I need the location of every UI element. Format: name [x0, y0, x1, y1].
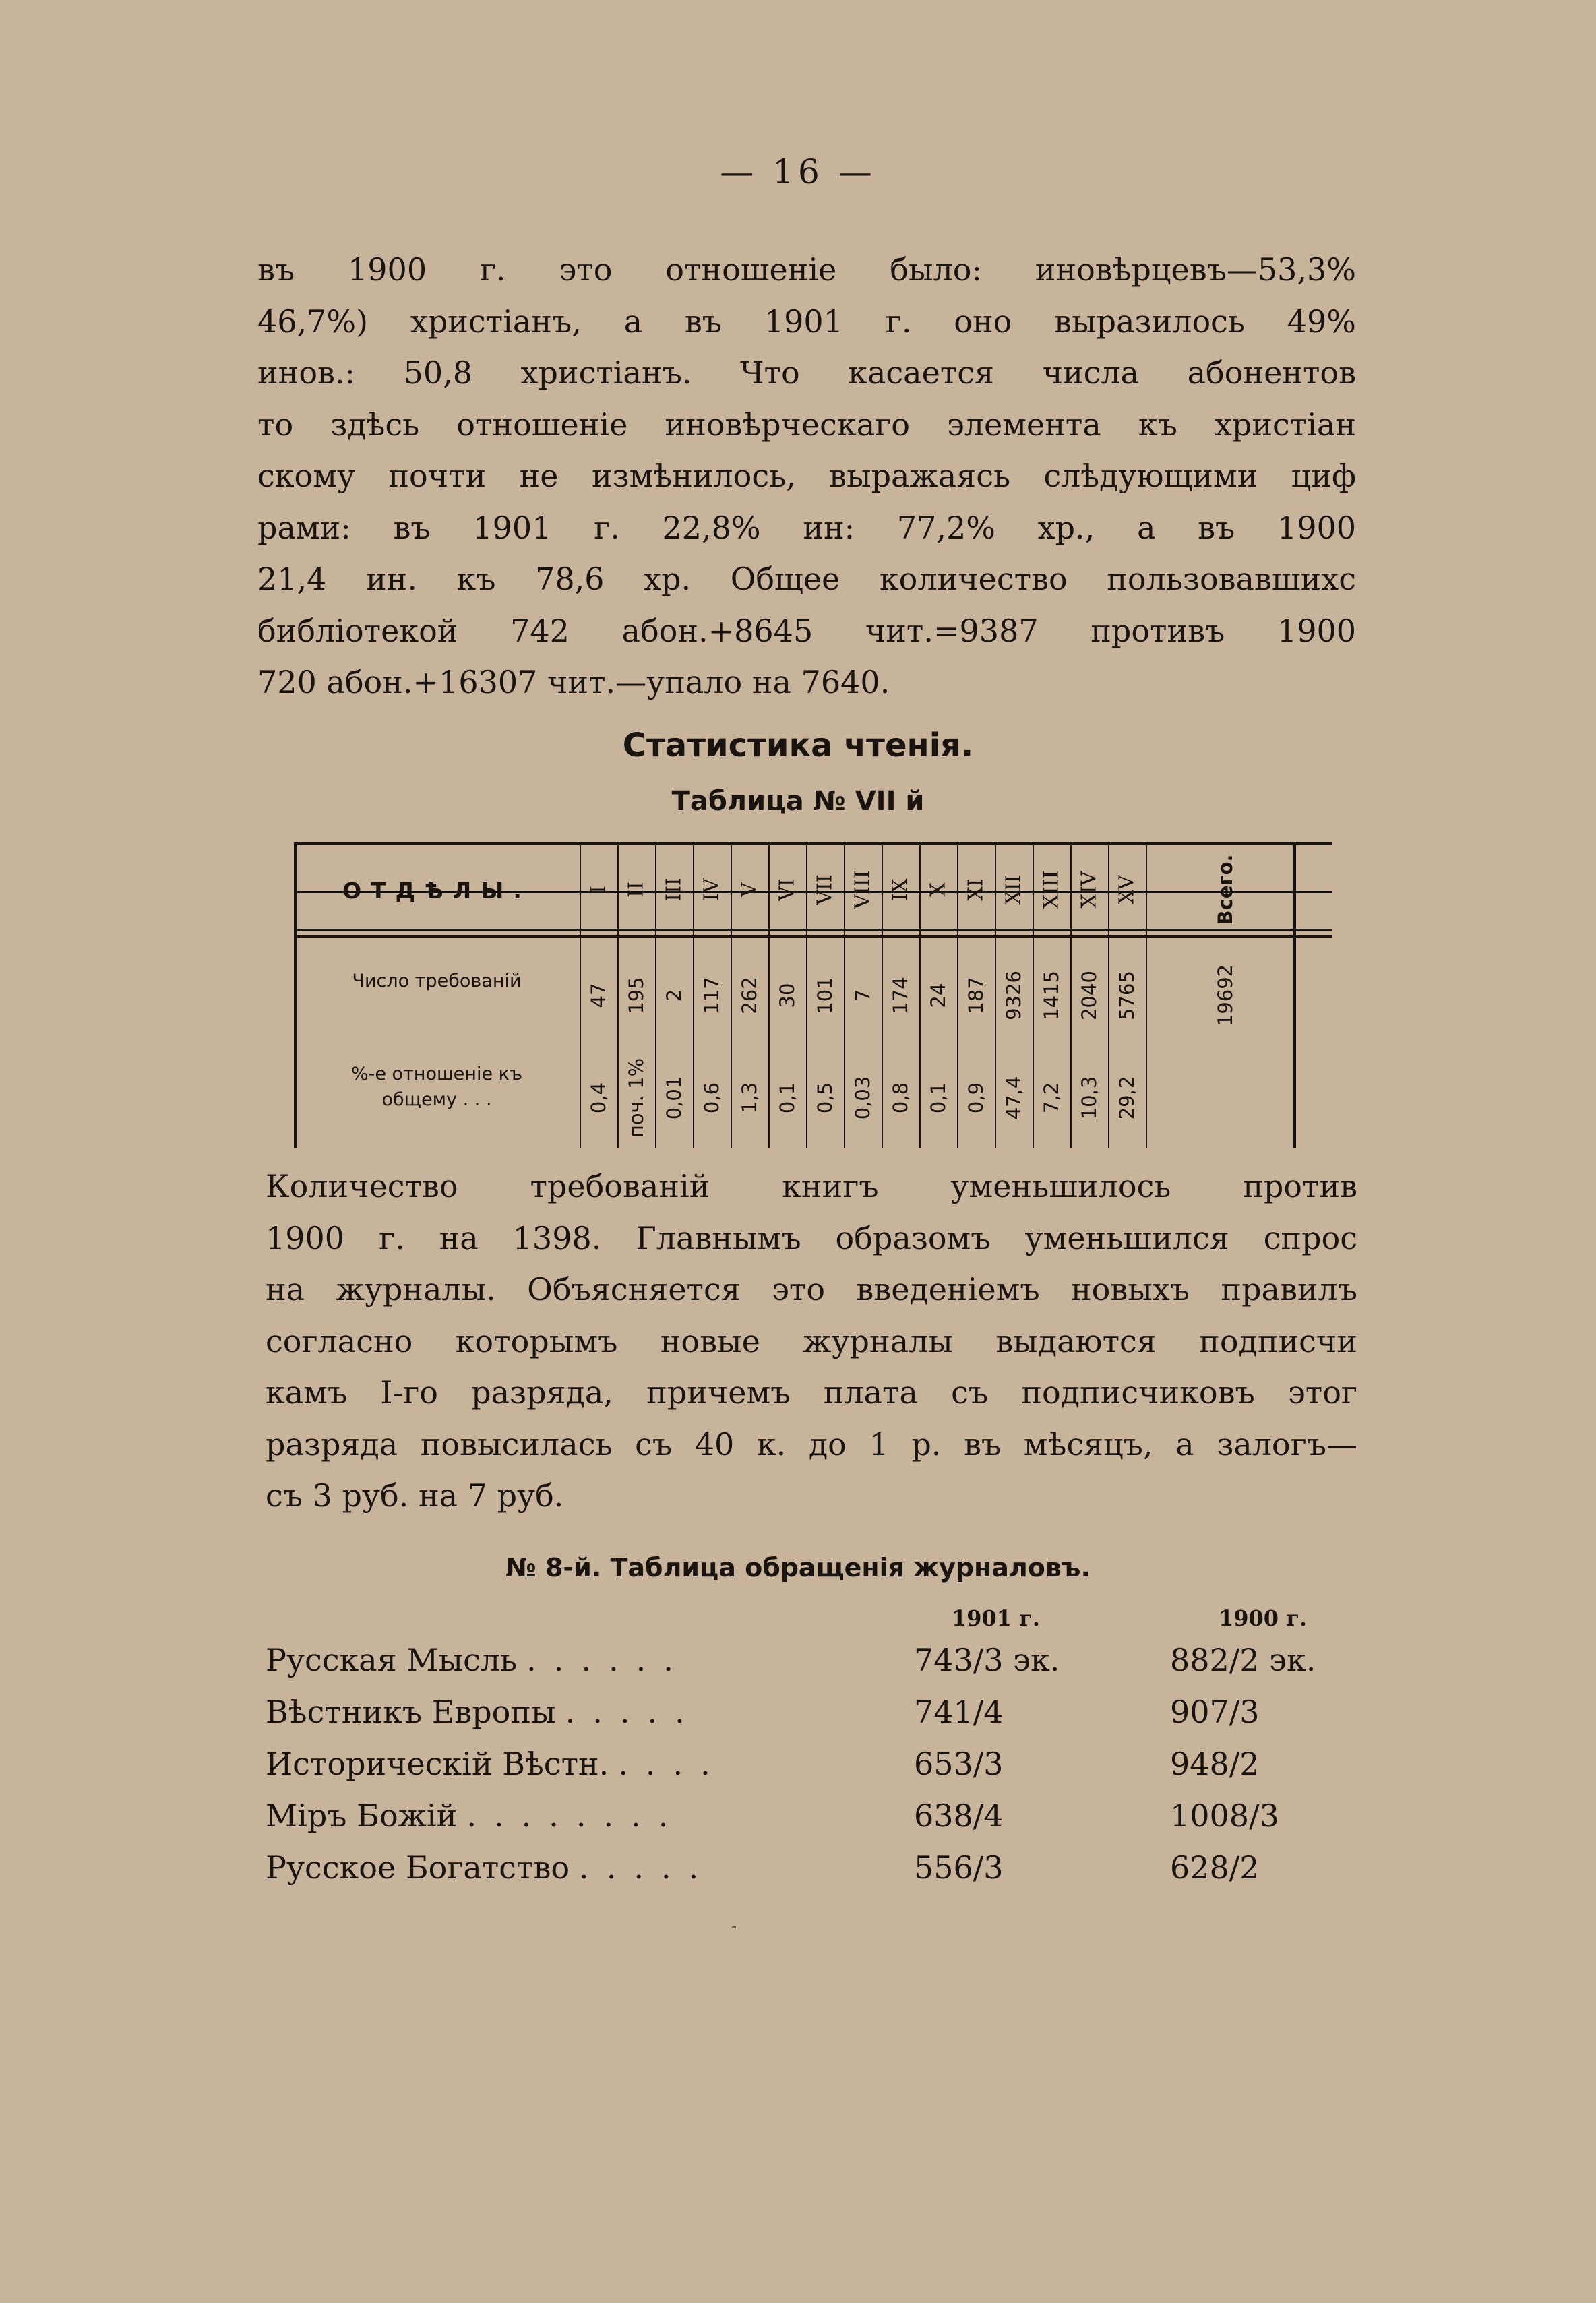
paragraph-1: [257, 244, 1356, 708]
table-rule: [294, 929, 1332, 931]
percent-value: [693, 1047, 731, 1148]
percent-value: [995, 1047, 1033, 1148]
requests-value: [806, 945, 844, 1046]
column-header-roman-text: III: [662, 878, 686, 902]
column-header-roman: [882, 851, 919, 929]
circulation-1900: 882/2 эк.: [1170, 1642, 1316, 1678]
percent-value: [1070, 1047, 1108, 1148]
journal-name-cell: [266, 1798, 685, 1834]
column-header-roman: [844, 851, 882, 929]
table-column-rule: [1146, 845, 1147, 1148]
requests-value: [1033, 945, 1070, 1046]
text-line: въ 1900 г. это отношеніе было: иновѣрцевъ—53,3%: [257, 251, 1356, 288]
journal-name: Вѣстникъ Европы: [266, 1694, 556, 1730]
text-line: то здѣсь отношеніе иновѣрческаго элемента къ христіан: [257, 406, 1356, 443]
year-1900-header: 1900 г.: [1219, 1605, 1307, 1631]
table-rule: [294, 935, 1332, 938]
table8-heading: № 8-й. Таблица обращенія журналовъ.: [505, 1553, 1091, 1583]
journal-row: [266, 1798, 1398, 1845]
table-caption: Таблица № VII й: [671, 786, 925, 817]
percent-value-text: 0,1: [927, 1082, 950, 1114]
text-line: на журналы. Объясняется это введеніемъ новыхъ правилъ: [266, 1271, 1357, 1308]
circulation-1901: 556/3: [914, 1849, 1004, 1886]
percent-value: [806, 1047, 844, 1148]
column-header-roman-text: II: [624, 882, 648, 898]
column-header-roman: [806, 851, 844, 929]
column-header-roman-text: XIII: [1039, 870, 1064, 909]
paragraph-2: [266, 1161, 1357, 1522]
circulation-1901: 638/4: [914, 1798, 1004, 1834]
column-header-roman-text: IX: [888, 878, 913, 901]
column-header-roman: [693, 851, 731, 929]
column-header-roman: [957, 851, 995, 929]
requests-value: [693, 945, 731, 1046]
total-requests-value: [1158, 945, 1293, 1046]
year-1901-header: 1901 г.: [952, 1605, 1040, 1631]
circulation-1901: 743/3 эк.: [914, 1642, 1060, 1678]
column-header-roman-text: I: [586, 886, 611, 894]
requests-value-text: 195: [625, 977, 648, 1014]
circulation-1901: 741/4: [914, 1694, 1004, 1730]
circulation-1900: 628/2: [1170, 1849, 1260, 1886]
circulation-1901: 653/3: [914, 1746, 1004, 1782]
requests-value-text: 2: [663, 989, 685, 1002]
leader-dots: .....: [579, 1849, 716, 1886]
journal-row: [266, 1694, 1398, 1741]
column-header-roman: [580, 851, 617, 929]
percent-value: [1108, 1047, 1146, 1148]
column-header-roman-text: XV: [1115, 875, 1139, 904]
leader-dots: ......: [526, 1642, 691, 1678]
journal-name-cell: [266, 1642, 691, 1678]
journal-name-cell: [266, 1849, 716, 1886]
total-header: [1158, 851, 1293, 929]
percent-value: [957, 1047, 995, 1148]
total-header-text: Всего.: [1214, 854, 1237, 925]
requests-value-text: 47: [587, 983, 610, 1008]
requests-value: [655, 945, 693, 1046]
journal-name: Русское Богатство: [266, 1849, 570, 1886]
journal-row: [266, 1746, 1398, 1793]
percent-value: [580, 1047, 617, 1148]
requests-value: [580, 945, 617, 1046]
circulation-1900: 1008/3: [1170, 1798, 1279, 1834]
requests-value-text: 187: [964, 977, 987, 1014]
page-number: — 16 —: [720, 152, 876, 191]
percent-value-text: 47,4: [1002, 1076, 1025, 1120]
column-header-roman: [995, 851, 1033, 929]
total-requests-text: 19692: [1214, 964, 1237, 1027]
requests-value-text: 117: [700, 977, 723, 1014]
requests-value: [731, 945, 768, 1046]
section-heading: Статистика чтенія.: [622, 727, 974, 764]
percent-value-text: 10,3: [1078, 1076, 1101, 1120]
journal-name: Русская Мысль: [266, 1642, 518, 1678]
text-line: согласно которымъ новые журналы выдаются подписчи: [266, 1322, 1357, 1359]
percent-value-text: 0,4: [587, 1082, 610, 1114]
table-header-label: ОТДѢЛЫ.: [342, 878, 531, 904]
requests-value: [957, 945, 995, 1046]
text-line: 46,7%) христіанъ, а въ 1901 г. оно выразилось 49%: [257, 303, 1356, 340]
percent-value-text: 7,2: [1040, 1082, 1063, 1114]
percent-value-text: 0,01: [663, 1076, 685, 1120]
footer-mark: [732, 1926, 736, 1928]
column-header-roman-text: X: [926, 882, 950, 897]
percent-value-text: 0,1: [776, 1082, 799, 1114]
column-header-roman-text: VIII: [851, 870, 875, 909]
requests-value: [919, 945, 957, 1046]
percent-value-text: поч. 1%: [625, 1057, 648, 1138]
row-label-percent-a: %-е отношеніе къ: [350, 1064, 523, 1084]
requests-value: [617, 945, 655, 1046]
column-header-roman-text: XII: [1002, 874, 1026, 905]
column-header-roman-text: XI: [964, 878, 988, 901]
leader-dots: ....: [618, 1746, 728, 1782]
percent-value-text: 29,2: [1115, 1076, 1138, 1120]
journal-name-cell: [266, 1694, 702, 1730]
circulation-1900: 948/2: [1170, 1746, 1260, 1782]
requests-value-text: 24: [927, 983, 950, 1008]
requests-value-text: 174: [889, 977, 912, 1014]
percent-value-text: 0,03: [851, 1076, 874, 1120]
requests-value: [1108, 945, 1146, 1046]
percent-value-text: 0,5: [814, 1082, 836, 1114]
percent-value: [731, 1047, 768, 1148]
text-line: рами: въ 1901 г. 22,8% ин: 77,2% хр., а въ 1900: [257, 509, 1356, 546]
leader-dots: .....: [565, 1694, 702, 1730]
text-line: скому почти не измѣнилось, выражаясь слѣдующими циф: [257, 458, 1356, 494]
percent-value: [768, 1047, 806, 1148]
requests-value-text: 1415: [1040, 971, 1063, 1020]
column-header-roman: [1070, 851, 1108, 929]
journal-row: [266, 1642, 1398, 1689]
text-line: съ 3 руб. на 7 руб.: [266, 1477, 564, 1514]
journal-name: Міръ Божій: [266, 1798, 458, 1834]
requests-value-text: 30: [776, 983, 799, 1008]
statistics-table: [294, 842, 1332, 1148]
requests-value-text: 7: [851, 989, 874, 1002]
requests-value-text: 5765: [1115, 971, 1138, 1020]
percent-value: [655, 1047, 693, 1148]
text-line: камъ І-го разряда, причемъ плата съ подписчиковъ этог: [266, 1374, 1357, 1411]
column-header-roman-text: XIV: [1077, 871, 1101, 909]
column-header-roman: [1108, 851, 1146, 929]
percent-value-text: 0,8: [889, 1082, 912, 1114]
percent-value: [882, 1047, 919, 1148]
column-header-roman: [731, 851, 768, 929]
requests-value: [882, 945, 919, 1046]
percent-value: [1033, 1047, 1070, 1148]
column-header-roman-text: VI: [775, 878, 799, 901]
column-header-roman-text: VII: [813, 874, 837, 905]
percent-value: [617, 1047, 655, 1148]
requests-value: [844, 945, 882, 1046]
journal-name-cell: [266, 1746, 728, 1782]
column-header-roman: [768, 851, 806, 929]
column-header-roman: [617, 851, 655, 929]
row-label-requests: Число требованій: [352, 971, 522, 991]
column-header-roman: [919, 851, 957, 929]
circulation-1900: 907/3: [1170, 1694, 1260, 1730]
journal-row: [266, 1849, 1398, 1897]
text-line: 21,4 ин. къ 78,6 хр. Общее количество пользовавшихс: [257, 561, 1356, 597]
column-header-roman-text: IV: [700, 878, 724, 901]
column-header-roman: [1033, 851, 1070, 929]
requests-value-text: 101: [814, 977, 836, 1014]
requests-value: [995, 945, 1033, 1046]
text-line: библіотекой 742 абон.+8645 чит.=9387 противъ 1900: [257, 612, 1356, 649]
table-column-rule: [294, 845, 297, 1148]
leader-dots: ........: [466, 1798, 686, 1834]
percent-value: [844, 1047, 882, 1148]
table-column-rule: [1293, 845, 1296, 1148]
requests-value-text: 9326: [1002, 971, 1025, 1020]
row-label-percent-b: общему . . .: [381, 1089, 492, 1110]
column-header-roman: [655, 851, 693, 929]
text-line: разряда повысилась съ 40 к. до 1 р. въ мѣсяцъ, а залогъ—: [266, 1425, 1357, 1463]
text-line: 1900 г. на 1398. Главнымъ образомъ уменьшился спрос: [266, 1219, 1357, 1256]
requests-value-text: 262: [738, 977, 761, 1014]
requests-value-text: 2040: [1078, 971, 1101, 1020]
text-line: инов.: 50,8 христіанъ. Что касается числа абонентов: [257, 355, 1356, 391]
percent-value-text: 0,9: [964, 1082, 987, 1114]
requests-value: [1070, 945, 1108, 1046]
requests-value: [768, 945, 806, 1046]
column-header-roman-text: V: [737, 882, 762, 897]
journal-name: Историческій Вѣстн.: [266, 1746, 609, 1782]
text-line: Количество требованій книгъ уменьшилось против: [266, 1168, 1357, 1204]
percent-value: [919, 1047, 957, 1148]
percent-value-text: 1,3: [738, 1082, 761, 1114]
text-line: 720 абон.+16307 чит.—упало на 7640.: [257, 664, 890, 700]
percent-value-text: 0,6: [700, 1082, 723, 1114]
